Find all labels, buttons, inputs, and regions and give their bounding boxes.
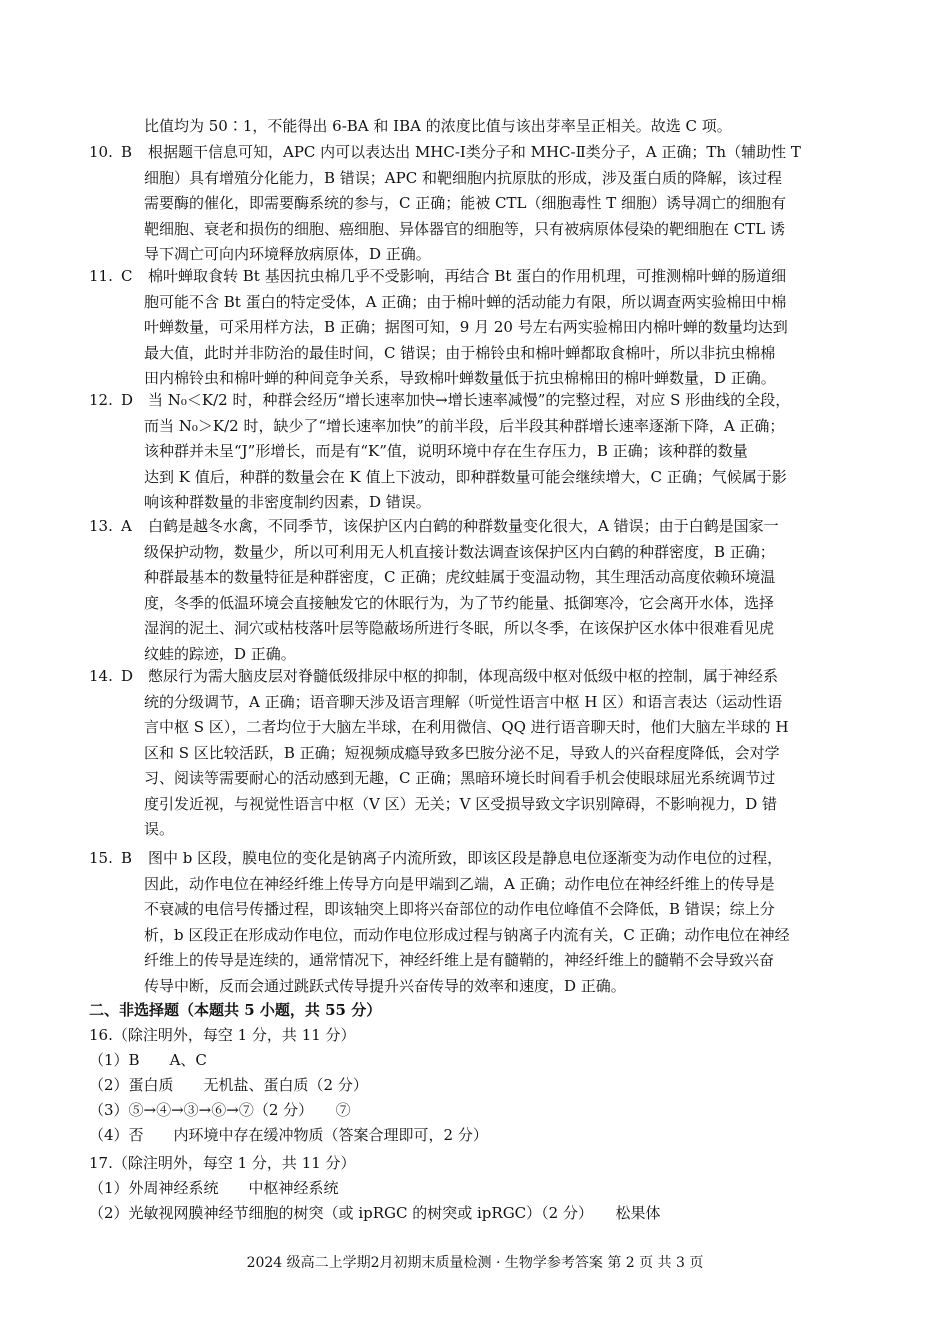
answer-text-line: 需要酶的催化，即需要酶系统的参与，C 正确；能被 CTL（细胞毒性 T 细胞）诱导凋亡的细胞有	[144, 194, 787, 212]
answer-text-line: 响该种群数量的非密度制约因素，D 错误。	[144, 493, 431, 511]
answer-letter: D	[121, 667, 134, 685]
answer-text-line: 靶细胞、衰老和损伤的细胞、癌细胞、异体器官的细胞等，只有被病原体侵染的靶细胞在 CTL 诱	[144, 219, 785, 238]
answer-text-line: 习、阅读等需要耐心的活动感到无趣，C 正确；黑暗环境长时间看手机会使眼球屈光系统调节过	[144, 769, 776, 787]
q16-answer-line: （1）B A、C	[89, 1051, 207, 1069]
section-heading: 二、非选择题（本题共 5 小题，共 55 分）	[89, 1001, 382, 1019]
answer-number: 14.	[89, 667, 113, 685]
answer-text-line: 纹蛙的踪迹，D 正确。	[144, 644, 296, 663]
answer-text-line: 不衰减的电信号传播过程，即该轴突上即将兴奋部位的动作电位峰值不会降低，B 错误；综上分	[144, 900, 775, 918]
answer-text-line: 当 N₀＜K/2 时，种群会经历“增长速率加快→增长速率减慢”的完整过程，对应 S 形曲线的全段，	[148, 391, 791, 409]
answer-text-line: 级保护动物，数量少，所以可利用无人机直接计数法调查该保护区内白鹤的种群密度，B 正确；	[144, 542, 775, 561]
answer-text-line: 纤维上的传导是连续的，通常情况下，神经纤维上是有髓鞘的，神经纤维上的髓鞘不会导致兴奋	[144, 951, 775, 969]
answer-text-line: 而当 N₀＞K/2 时，缺少了“增长速率加快”的前半段，后半段其种群增长速率逐渐下降，A 正确；	[144, 416, 785, 435]
q16-answer-line: （4）否 内环境中存在缓冲物质（答案合理即可，2 分）	[89, 1126, 488, 1144]
answer-text-line: 导下凋亡可向内环境释放病原体，D 正确。	[144, 245, 431, 263]
answer-text-line: 该种群并未呈“J”形增长，而是有“K”值，说明环境中存在生存压力，B 正确；该种群的数量	[144, 442, 748, 460]
answer-text-line: 度，冬季的低温环境会直接触发它的休眠行为，为了节约能量、抵御寒冷，它会离开水体，选择	[144, 593, 775, 612]
answer-number: 13.	[89, 517, 113, 535]
answer-text-line: 析，b 区段正在形成动作电位，而动作电位形成过程与钠离子内流有关，C 正确；动作电位在神经	[144, 925, 790, 944]
answer-text-line: 棉叶蝉取食转 Bt 基因抗虫棉几乎不受影响，再结合 Bt 蛋白的作用机理，可推测棉叶蝉的肠道细	[148, 267, 787, 285]
page-footer: 2024 级高二上学期2月初期末质量检测 · 生物学参考答案 第 2 页 共 3 页	[246, 1255, 704, 1271]
answer-number: 11.	[89, 267, 113, 285]
answer-text-line: 叶蝉数量，可采用样方法，B 正确；据图可知，9 月 20 号左右两实验棉田内棉叶蝉的数量均达到	[144, 318, 788, 336]
answer-text-line: 湿润的泥土、洞穴或枯枝落叶层等隐蔽场所进行冬眠，所以冬季，在该保护区水体中很难看见虎	[144, 619, 775, 637]
answer-letter: C	[121, 267, 133, 285]
answer-text-line: 田内棉铃虫和棉叶蝉的种间竞争关系，导致棉叶蝉数量低于抗虫棉棉田的棉叶蝉数量，D 正确。	[144, 369, 776, 387]
answer-text-line: 白鹤是越冬水禽，不同季节，该保护区内白鹤的种群数量变化很大，A 错误；由于白鹤是国家一	[148, 517, 779, 535]
answer-text-line: 根据题干信息可知，APC 内可以表达出 MHC-Ⅰ类分子和 MHC-Ⅱ类分子，A 正确；Th（辅助性 T	[148, 143, 801, 161]
answer-text-line: 度引发近视，与视觉性语言中枢（V 区）无关；V 区受损导致文字识别障碍，不影响视力，D 错	[144, 794, 777, 813]
answer-text-line: 细胞）具有增殖分化能力，B 错误；APC 和靶细胞内抗原肽的形成，涉及蛋白质的降解，该过程	[144, 168, 782, 187]
answer-text-line: 言中枢 S 区），二者均位于大脑左半球，在利用微信、QQ 进行语音聊天时，他们大脑左半球的 H	[144, 718, 789, 736]
q17-answer-line: （2）光敏视网膜神经节细胞的树突（或 ipRGC 的树突或 ipRGC）（2 分） 松果体	[89, 1204, 661, 1222]
answer-text-line: 区和 S 区比较活跃，B 正确；短视频成瘾导致多巴胺分泌不足，导致人的兴奋程度降低，会对学	[144, 743, 780, 762]
q17-answer-line: （1）外周神经系统 中枢神经系统	[89, 1179, 339, 1197]
answer-number: 12.	[89, 391, 113, 409]
q16-answer-line: （3）⑤→④→③→⑥→⑦（2 分） ⑦	[89, 1101, 351, 1119]
q17-header: 17.（除注明外，每空 1 分，共 11 分）	[89, 1154, 356, 1172]
q16-header: 16.（除注明外，每空 1 分，共 11 分）	[89, 1026, 356, 1044]
answer-letter: D	[121, 391, 134, 409]
answer-text-line: 图中 b 区段，膜电位的变化是钠离子内流所致，即该区段是静息电位逐渐变为动作电位的过程，	[148, 849, 783, 867]
answer-text-line: 胞可能不含 Bt 蛋白的特定受体，A 正确；由于棉叶蝉的活动能力有限，所以调查两实验棉田中棉	[144, 292, 787, 311]
q16-answer-line: （2）蛋白质 无机盐、蛋白质（2 分）	[89, 1076, 368, 1094]
answer-text-line: 误。	[144, 820, 175, 838]
answer-text-line: 达到 K 值后，种群的数量会在 K 值上下波动，即种群数量可能会继续增大，C 正确；气候属于影	[144, 467, 787, 486]
answer-text-line: 传导中断，反而会通过跳跃式传导提升兴奋传导的效率和速度，D 正确。	[144, 976, 626, 995]
answer-text-line: 统的分级调节，A 正确；语音聊天涉及语言理解（听觉性语言中枢 H 区）和语言表达（运动性语	[144, 692, 783, 711]
answer-text-line: 憋尿行为需大脑皮层对脊髓低级排尿中枢的抑制，体现高级中枢对低级中枢的控制，属于神经系	[148, 667, 779, 685]
answer-letter: B	[121, 849, 133, 867]
answer-letter: B	[121, 143, 133, 161]
answer-number: 15.	[89, 849, 113, 867]
continuation-text: 比值均为 50∶1，不能得出 6-BA 和 IBA 的浓度比值与该出芽率呈正相关。故选 C 项。	[144, 117, 732, 135]
answer-text-line: 最大值，此时并非防治的最佳时间，C 错误；由于棉铃虫和棉叶蝉都取食棉叶，所以非抗虫棉棉	[144, 343, 776, 362]
answer-text-line: 种群最基本的数量特征是种群密度，C 正确；虎纹蛙属于变温动物，其生理活动高度依赖环境温	[144, 568, 776, 586]
answer-number: 10.	[89, 143, 113, 161]
answer-text-line: 因此，动作电位在神经纤维上传导方向是甲端到乙端，A 正确；动作电位在神经纤维上的传导是	[144, 874, 775, 893]
answer-letter: A	[121, 517, 132, 535]
